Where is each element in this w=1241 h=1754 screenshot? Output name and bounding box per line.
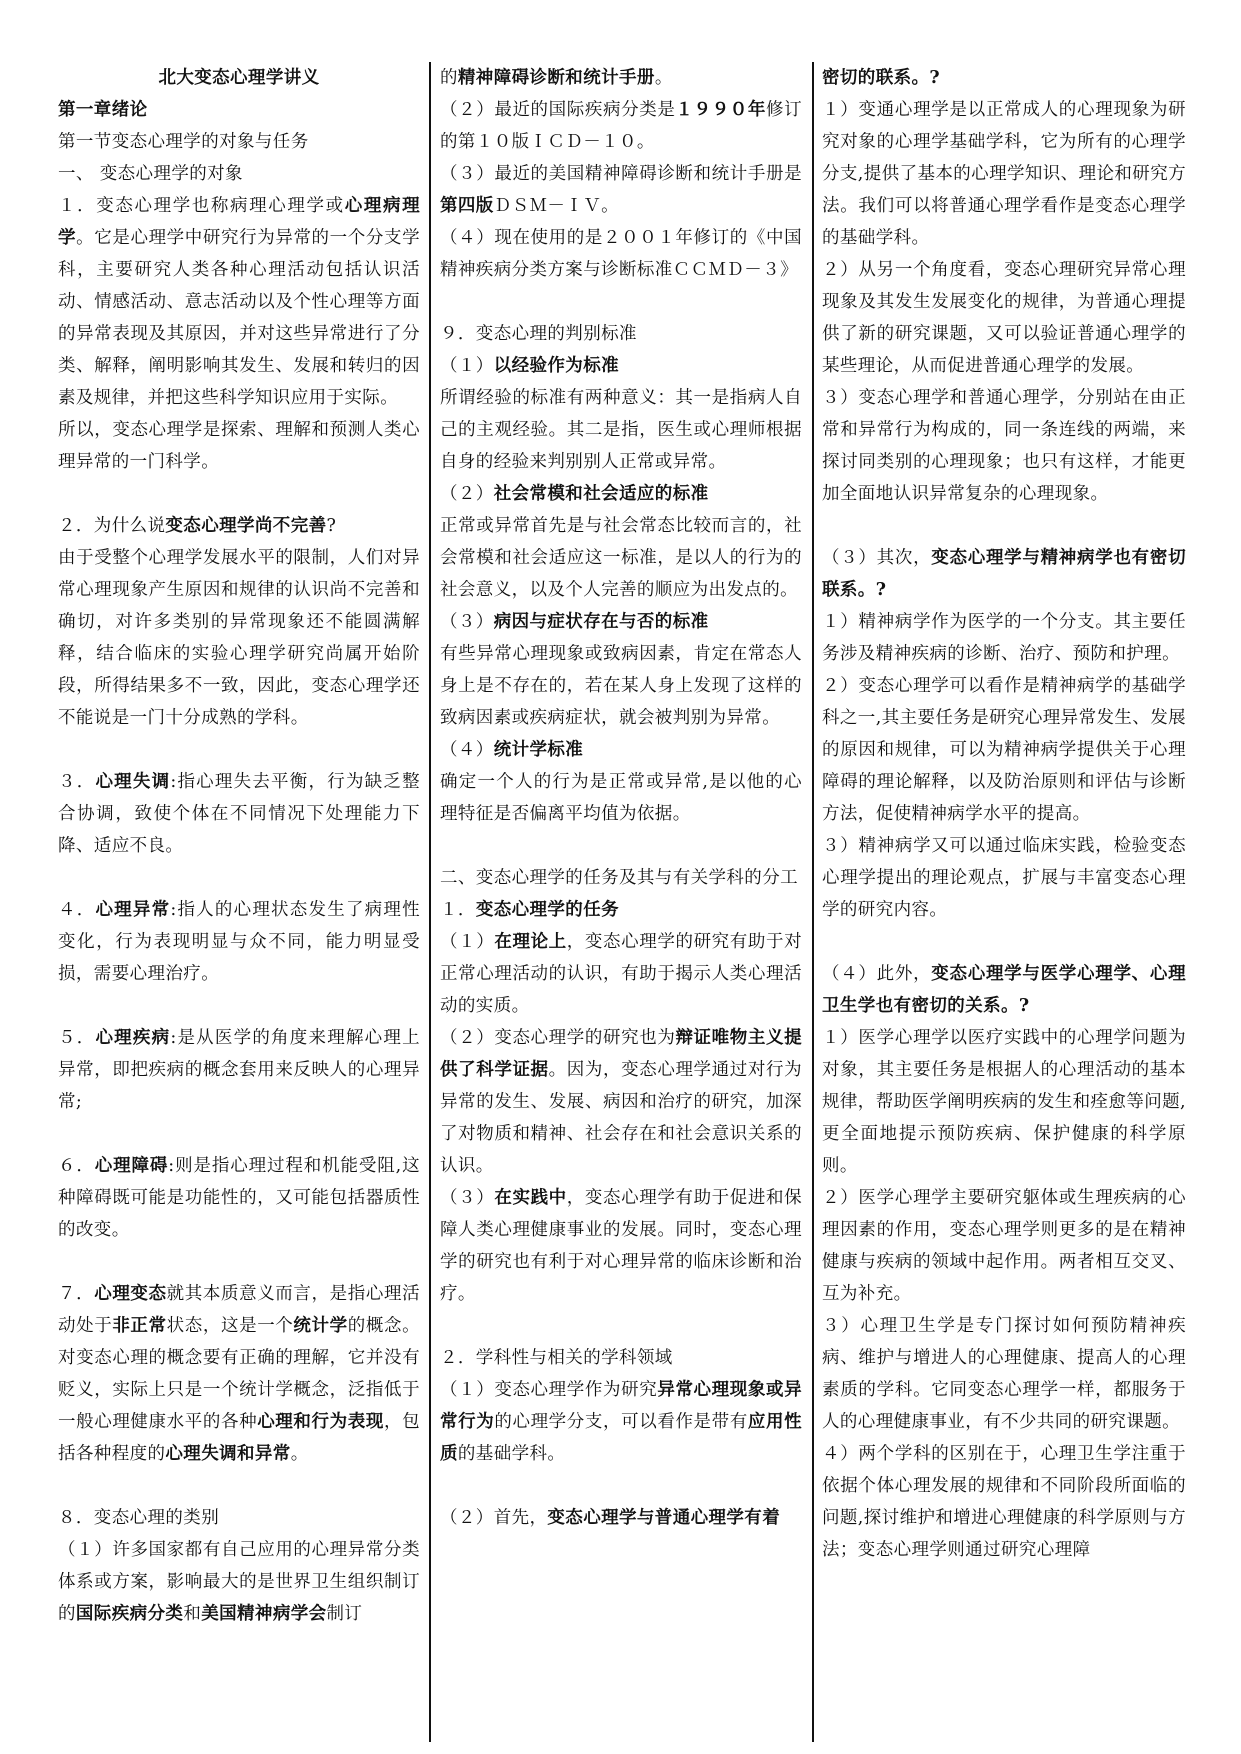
text-run: 一、 变态心理学的对象	[58, 164, 243, 184]
paragraph	[58, 126, 420, 158]
text-run: （４）现在使用的是２００１年修订的《中国精神疾病分类方案与诊断标准ＣＣＭＤ－３》	[440, 228, 802, 280]
text-run: 就其本质意义而言，是指心理活动处于	[58, 1284, 420, 1336]
paragraph	[440, 926, 802, 1022]
bold-text: １９９０年	[675, 100, 766, 120]
paragraph	[58, 1022, 420, 1118]
paragraph-gap	[440, 1470, 802, 1502]
text-run: （２）变态心理学的研究也为	[440, 1028, 676, 1048]
paragraph-gap	[822, 926, 1186, 958]
text-run: （４）	[440, 740, 494, 760]
paragraph	[440, 862, 802, 894]
paragraph	[822, 254, 1186, 382]
bold-text: 北大变态心理学讲义	[158, 68, 320, 88]
text-run: ４．	[58, 900, 96, 920]
paragraph	[822, 542, 1186, 606]
text-run: 状态，这是一个	[166, 1316, 294, 1336]
text-run: ７．	[58, 1284, 95, 1304]
paragraph-gap	[440, 830, 802, 862]
text-column-1	[58, 62, 420, 1742]
text-run: ２）变态心理学可以看作是精神病学的基础学科之一,其主要任务是研究心理异常发生、发展的原因和规律，可以为精神病学提供关于心理障碍的理论解释，以及防治原则和评估与诊断方法，促使精神病学水平的提高。	[822, 676, 1186, 824]
text-run: 制订	[326, 1604, 363, 1624]
paragraph-gap	[822, 510, 1186, 542]
paragraph	[440, 1342, 802, 1374]
bold-text: 心理失调	[95, 772, 171, 792]
paragraph	[440, 638, 802, 734]
text-run: ５．	[58, 1028, 96, 1048]
paragraph	[440, 1022, 802, 1182]
paragraph	[822, 1182, 1186, 1310]
bold-text: 心理失调和异常	[165, 1444, 291, 1464]
bold-text: 心理病理学	[58, 196, 420, 248]
text-run: ４）两个学科的区别在于，心理卫生学注重于依据个体心理发展的规律和不同阶段所面临的问题,探讨维护和增进心理健康的科学原则与方法；变态心理学则通过研究心理障	[822, 1444, 1186, 1560]
text-run: ３）变态心理学和普通心理学，分别站在由正常和异常行为构成的，同一条连线的两端，来探讨同类别的心理现象；也只有这样，才能更加全面地认识异常复杂的心理现象。	[822, 388, 1186, 504]
bold-text: 变态心理学的任务	[475, 900, 620, 920]
text-run: 确定一个人的行为是正常或异常,是以他的心理特征是否偏离平均值为依据。	[440, 772, 802, 824]
text-run: ２．为什么说	[58, 516, 166, 536]
text-run: （３）其次，	[822, 548, 932, 568]
bold-text: 心理障碍	[94, 1156, 169, 1176]
paragraph	[440, 158, 802, 222]
paragraph	[440, 318, 802, 350]
text-run: ３）心理卫生学是专门探讨如何预防精神疾病、维护与增进人的心理健康、提高人的心理素质的学科。它同变态心理学一样，都服务于人的心理健康事业，有不少共同的研究课题。	[822, 1316, 1186, 1432]
text-run: （１）	[440, 932, 495, 952]
paragraph	[58, 158, 420, 190]
text-run: 和	[183, 1604, 202, 1624]
bold-text: 辩证唯物主义提供了科学证据	[440, 1028, 802, 1080]
text-run: （１）	[440, 356, 494, 376]
bold-text: 以经验作为标准	[493, 356, 620, 376]
paragraph	[58, 894, 420, 990]
paragraph	[440, 1374, 802, 1470]
bold-text: 应用性质	[440, 1412, 802, 1464]
bold-text: 变态心理学与医学心理学、心理卫生学也有密切的关系。?	[822, 964, 1186, 1016]
text-run: 。它是心理学中研究行为异常的一个分支学科，主要研究人类各种心理活动包括认识活动、情感活动、意志活动以及个性心理等方面的异常表现及其原因，并对这些异常进行了分类、解释，阐明影响其发生、发展和转归的因素及规律，并把这些科学知识应用于实际。	[58, 228, 420, 408]
text-run: 。	[290, 1444, 309, 1464]
text-run: 。因为，变态心理学通过对行为异常的发生、发展、病因和治疗的研究，加深了对物质和精神、社会存在和社会意识关系的认识。	[440, 1060, 802, 1176]
paragraph	[440, 510, 802, 606]
bold-text: 国际疾病分类	[75, 1604, 184, 1624]
text-run: ２）从另一个角度看，变态心理研究异常心理现象及其发生发展变化的规律，为普通心理提供了新的研究课题，又可以验证普通心理学的某些理论，从而促进普通心理学的发展。	[822, 260, 1186, 376]
text-run: 的心理学分支，可以看作是带有	[494, 1412, 748, 1432]
text-run: （２）首先，	[440, 1508, 548, 1528]
text-run: ８．变态心理的类别	[58, 1508, 220, 1528]
text-run: １．变态心理学也称病理心理学或	[58, 196, 345, 216]
document-title	[58, 62, 420, 94]
paragraph-gap	[58, 990, 420, 1022]
paragraph	[58, 766, 420, 862]
text-run: ９．变态心理的判别标准	[440, 324, 637, 344]
bold-text: 变态心理学与普通心理学有着	[547, 1508, 781, 1528]
text-run: :指人的心理状态发生了病理性变化，行为表现明显与众不同，能力明显受损，需要心理治疗。	[58, 900, 420, 984]
bold-text: 心理疾病	[95, 1028, 171, 1048]
paragraph-gap	[58, 1118, 420, 1150]
text-run: １）医学心理学以医疗实践中的心理学问题为对象，其主要任务是根据人的心理活动的基本规律，帮助医学阐明疾病的发生和痊愈等问题,更全面地提示预防疾病、保护健康的科学原则。	[822, 1028, 1186, 1176]
text-run: ，变态心理学有助于促进和保障人类心理健康事业的发展。同时，变态心理学的研究也有利于对心理异常的临床诊断和治疗。	[440, 1188, 802, 1304]
text-run: 正常或异常首先是与社会常态比较而言的，社会常模和社会适应这一标准，是以人的行为的社会意义，以及个人完善的顺应为出发点的。	[440, 516, 802, 600]
paragraph-gap	[58, 1246, 420, 1278]
paragraph	[440, 94, 802, 158]
text-run: ２）医学心理学主要研究躯体或生理疾病的心理因素的作用，变态心理学则更多的是在精神健康与疾病的领域中起作用。两者相互交叉、互为补充。	[822, 1188, 1186, 1304]
text-run: ，变态心理学的研究有助于对正常心理活动的认识，有助于揭示人类心理活动的实质。	[440, 932, 802, 1016]
column-divider	[429, 62, 431, 1742]
text-run: （４）此外，	[822, 964, 932, 984]
paragraph	[822, 1438, 1186, 1566]
bold-text: 异常心理现象或异常行为	[440, 1380, 802, 1432]
text-run: 所以，变态心理学是探索、理解和预测人类心理异常的一门科学。	[58, 420, 420, 472]
paragraph	[58, 510, 420, 542]
bold-text: 在实践中	[494, 1188, 567, 1208]
paragraph	[440, 766, 802, 830]
bold-text: 非正常	[112, 1316, 167, 1336]
text-run: 二、变态心理学的任务及其与有关学科的分工	[440, 868, 798, 888]
paragraph	[822, 958, 1186, 1022]
bold-text: 密切的联系。?	[822, 68, 941, 88]
bold-text: 精神障碍诊断和统计手册	[457, 68, 655, 88]
text-run: ＤＳＭ－ＩＶ。	[493, 196, 620, 216]
text-run: 第一节变态心理学的对象与任务	[58, 132, 309, 152]
text-run: ?	[326, 516, 337, 536]
bold-text: 病因与症状存在与否的标准	[493, 612, 709, 632]
paragraph-gap	[440, 286, 802, 318]
paragraph	[440, 606, 802, 638]
paragraph	[58, 1150, 420, 1246]
paragraph	[58, 94, 420, 126]
text-run: 。	[654, 68, 673, 88]
paragraph-gap	[58, 1470, 420, 1502]
text-run: 由于受整个心理学发展水平的限制，人们对异常心理现象产生原因和规律的认识尚不完善和确切，对许多类别的异常现象还不能圆满解释，结合临床的实验心理学研究尚属开始阶段，所得结果多不一致，因此，变态心理学还不能说是一门十分成熟的学科。	[58, 548, 420, 728]
text-run: （２）最近的国际疾病分类是	[440, 100, 676, 120]
text-run: :是从医学的角度来理解心理上异常，即把疾病的概念套用来反映人的心理异常;	[58, 1028, 420, 1112]
bold-text: 心理变态	[94, 1284, 167, 1304]
paragraph-gap	[58, 478, 420, 510]
paragraph	[822, 382, 1186, 510]
paragraph	[440, 1502, 802, 1534]
column-divider	[812, 62, 814, 1742]
paragraph	[58, 190, 420, 414]
text-run: （３）	[440, 1188, 495, 1208]
paragraph	[58, 414, 420, 478]
paragraph	[440, 734, 802, 766]
paragraph	[822, 670, 1186, 830]
paragraph	[58, 542, 420, 734]
paragraph	[822, 606, 1186, 670]
paragraph	[440, 62, 802, 94]
text-run: 的	[440, 68, 458, 88]
text-run: ３．	[58, 772, 96, 792]
paragraph	[440, 350, 802, 382]
paragraph	[58, 1502, 420, 1534]
bold-text: 第一章绪论	[58, 100, 148, 120]
text-column-2	[440, 62, 802, 1742]
paragraph	[58, 1278, 420, 1470]
text-run: （３）	[440, 612, 494, 632]
paragraph-gap	[440, 1310, 802, 1342]
paragraph	[822, 1022, 1186, 1182]
bold-text: 在理论上	[494, 932, 567, 952]
text-run: ２．学科性与相关的学科领域	[440, 1348, 673, 1368]
text-run: ，包括各种程度的	[58, 1412, 420, 1464]
bold-text: 变态心理学与精神病学也有密切联系。?	[822, 548, 1186, 600]
paragraph	[440, 478, 802, 510]
paragraph	[822, 830, 1186, 926]
paragraph	[58, 1534, 420, 1630]
paragraph	[440, 1182, 802, 1310]
text-run: 的基础学科。	[457, 1444, 566, 1464]
bold-text: 社会常模和社会适应的标准	[493, 484, 709, 504]
paragraph	[822, 1310, 1186, 1438]
paragraph	[822, 62, 1186, 94]
bold-text: 第四版	[440, 196, 494, 216]
text-run: （１）许多国家都有自己应用的心理异常分类体系或方案，影响最大的是世界卫生组织制订的	[58, 1540, 420, 1624]
bold-text: 变态心理学尚不完善	[165, 516, 327, 536]
text-run: （３）最近的美国精神障碍诊断和统计手册是	[440, 164, 802, 184]
paragraph	[440, 382, 802, 478]
paragraph	[440, 894, 802, 926]
text-run: 修订的第１０版ＩＣＤ－１０。	[440, 100, 802, 152]
text-run: :则是指心理过程和机能受阻,这种障碍既可能是功能性的，又可能包括器质性的改变。	[58, 1156, 420, 1240]
text-run: ３）精神病学又可以通过临床实践，检验变态心理学提出的理论观点，扩展与丰富变态心理学的研究内容。	[822, 836, 1186, 920]
paragraph-gap	[58, 734, 420, 766]
text-run: 有些异常心理现象或致病因素，肯定在常态人身上是不存在的，若在某人身上发现了这样的致病因素或疾病症状，就会被判别为异常。	[440, 644, 802, 728]
bold-text: 统计学	[293, 1316, 348, 1336]
text-run: １．	[440, 900, 476, 920]
bold-text: 统计学标准	[493, 740, 584, 760]
text-column-3	[822, 62, 1186, 1742]
paragraph	[440, 222, 802, 286]
text-run: :指心理失去平衡，行为缺乏整合协调，致使个体在不同情况下处理能力下降、适应不良。	[58, 772, 420, 856]
text-run: １）精神病学作为医学的一个分支。其主要任务涉及精神疾病的诊断、治疗、预防和护理。	[822, 612, 1186, 664]
paragraph	[822, 94, 1186, 254]
bold-text: 美国精神病学会	[201, 1604, 327, 1624]
text-run: ６．	[58, 1156, 95, 1176]
text-run: 的概念。对变态心理的概念要有正确的理解，它并没有贬义，实际上只是一个统计学概念，泛指低于一般心理健康水平的各种	[58, 1316, 420, 1432]
text-run: （１）变态心理学作为研究	[440, 1380, 658, 1400]
text-run: （２）	[440, 484, 494, 504]
text-run: 所谓经验的标准有两种意义：其一是指病人自己的主观经验。其二是指，医生或心理师根据自身的经验来判别别人正常或异常。	[440, 388, 802, 472]
bold-text: 心理异常	[95, 900, 171, 920]
paragraph-gap	[58, 862, 420, 894]
bold-text: 心理和行为表现	[257, 1412, 384, 1432]
text-run: １）变通心理学是以正常成人的心理现象为研究对象的心理学基础学科，它为所有的心理学分支,提供了基本的心理学知识、理论和研究方法。我们可以将普通心理学看作是变态心理学的基础学科。	[822, 100, 1186, 248]
